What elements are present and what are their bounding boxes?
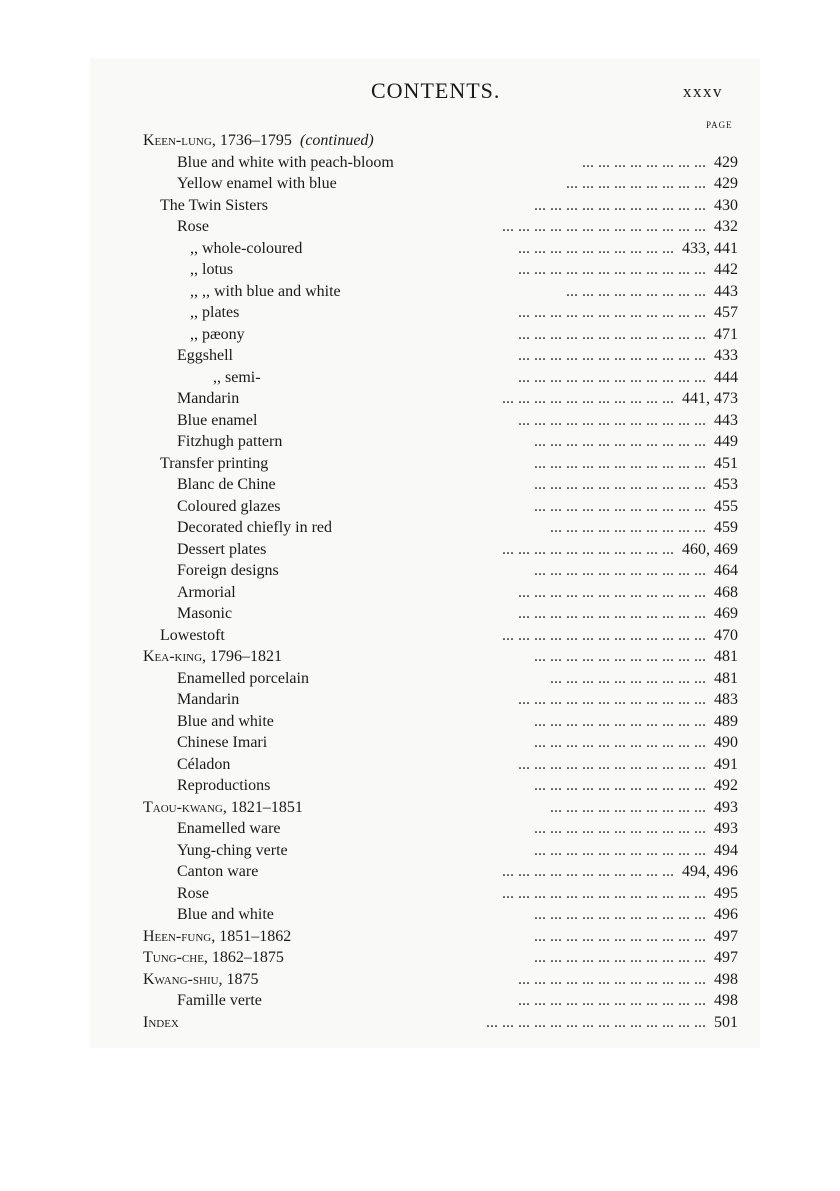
toc-entry-page: 491 — [714, 755, 738, 773]
toc-entry-label: Chinese Imari — [177, 734, 268, 751]
toc-entry — [0, 797, 840, 819]
toc-entry-label: Yung-ching verte — [177, 841, 288, 859]
toc-entry-label: Reproductions — [177, 777, 271, 794]
toc-entry — [0, 453, 840, 475]
toc-entry-page: 442 — [714, 261, 738, 278]
toc-entry — [0, 969, 840, 991]
leader-dots: ... ... ... ... ... ... ... ... ... ... ... ... — [518, 691, 706, 708]
toc-entry-label: Famille verte — [177, 992, 262, 1009]
leader-dots: ... ... ... ... ... ... ... ... ... ... ... — [534, 734, 706, 751]
toc-entry-page: 457 — [714, 304, 738, 321]
toc-entry-page: 481 — [714, 648, 738, 665]
toc-entry-page: 493 — [714, 820, 738, 837]
toc-entry — [0, 1012, 840, 1034]
toc-entry-label: Masonic — [177, 605, 233, 622]
leader-dots: ... ... ... ... ... ... ... ... ... ... ... — [534, 777, 706, 794]
toc-entry-label: Enamelled ware — [177, 820, 281, 837]
toc-entry — [0, 474, 840, 496]
toc-entry-label: The Twin Sisters — [160, 196, 268, 214]
toc-entry-page: 493 — [714, 798, 738, 816]
toc-entry — [0, 840, 840, 862]
toc-entry-page: 469 — [714, 605, 738, 622]
toc-entry-label: Transfer printing — [160, 454, 269, 472]
leader-dots: ... ... ... ... ... ... ... ... ... ... — [550, 798, 706, 816]
toc-entry-label: Blue and white — [177, 712, 274, 730]
page-number: xxxv — [683, 82, 723, 101]
toc-entry-label: Foreign designs — [177, 562, 279, 579]
toc-entry-label: Blanc de Chine — [177, 476, 276, 493]
toc-entry-label: ,, whole-coloured — [190, 239, 303, 257]
leader-dots: ... ... ... ... ... ... ... ... — [582, 153, 706, 171]
leader-dots: ... ... ... ... ... ... ... ... ... ... ... — [534, 927, 706, 945]
toc-entry-page: 498 — [714, 970, 738, 988]
leader-dots: ... ... ... ... ... ... ... ... ... ... ... ... — [518, 755, 706, 773]
toc-entry — [0, 281, 840, 303]
toc-entry-label: Rose — [177, 884, 209, 902]
toc-entry-label: Coloured glazes — [177, 497, 281, 515]
toc-entry-page: 453 — [714, 476, 738, 493]
toc-entry-page: 444 — [714, 368, 738, 386]
leader-dots: ... ... ... ... ... ... ... ... ... ... ... — [534, 454, 706, 472]
leader-dots: ... ... ... ... ... ... ... ... ... ... ... — [502, 540, 674, 558]
toc-entry-label: Index — [143, 1013, 179, 1031]
leader-dots: ... ... ... ... ... ... ... ... ... ... ... ... — [518, 325, 706, 343]
toc-entry — [0, 302, 840, 324]
leader-dots: ... ... ... ... ... ... ... ... ... ... ... ... — [518, 970, 706, 988]
toc-entry-page: 495 — [714, 884, 738, 902]
toc-entry-label: Canton ware — [177, 863, 259, 880]
page-title: CONTENTS. — [371, 78, 501, 103]
toc-entry — [0, 388, 840, 410]
toc-entry — [0, 947, 840, 969]
toc-entry-label: Lowestoft — [160, 626, 225, 644]
toc-entry — [0, 754, 840, 776]
toc-entry-page: 494 — [714, 841, 738, 859]
table-of-contents — [0, 130, 840, 1033]
toc-entry-page: 497 — [714, 949, 738, 966]
toc-entry-page: 432 — [714, 218, 738, 235]
toc-entry-label: Keen-lung, 1736–1795 — [143, 132, 292, 149]
toc-entry-label: Blue enamel — [177, 411, 258, 429]
toc-entry-page: 498 — [714, 992, 738, 1009]
toc-entry — [0, 625, 840, 647]
toc-entry-page: 471 — [714, 325, 738, 343]
toc-entry — [0, 152, 840, 174]
toc-entry — [0, 560, 840, 582]
toc-entry-page: 489 — [714, 712, 738, 730]
toc-entry — [0, 259, 840, 281]
toc-entry-label: Enamelled porcelain — [177, 669, 309, 687]
leader-dots: ... ... ... ... ... ... ... ... ... ... — [518, 239, 674, 257]
toc-entry — [0, 582, 840, 604]
leader-dots: ... ... ... ... ... ... ... ... ... ... ... ... — [518, 261, 706, 278]
leader-dots: ... ... ... ... ... ... ... ... ... ... ... — [534, 949, 706, 966]
toc-entry-page: 455 — [714, 497, 738, 515]
leader-dots: ... ... ... ... ... ... ... ... ... ... ... — [534, 841, 706, 859]
toc-entry — [0, 926, 840, 948]
toc-entry-label: Céladon — [177, 755, 231, 773]
leader-dots: ... ... ... ... ... ... ... ... ... ... ... ... — [518, 992, 706, 1009]
leader-dots: ... ... ... ... ... ... ... ... ... ... ... — [534, 497, 706, 515]
toc-entry-label: Yellow enamel with blue — [177, 175, 337, 192]
leader-dots: ... ... ... ... ... ... ... ... ... ... ... — [534, 562, 706, 579]
leader-dots: ... ... ... ... ... ... ... ... ... ... ... — [534, 648, 706, 665]
leader-dots: ... ... ... ... ... ... ... ... ... ... ... ... — [518, 347, 706, 364]
toc-entry-page: 451 — [714, 454, 738, 472]
toc-entry-page: 443 — [714, 282, 738, 300]
toc-entry-page: 459 — [714, 519, 738, 536]
toc-entry-page: 497 — [714, 927, 738, 945]
leader-dots: ... ... ... ... ... ... ... ... ... — [566, 282, 706, 300]
leader-dots: ... ... ... ... ... ... ... ... ... ... ... — [534, 433, 706, 450]
leader-dots: ... ... ... ... ... ... ... ... ... ... ... ... — [518, 304, 706, 321]
toc-entry — [0, 646, 840, 668]
leader-dots: ... ... ... ... ... ... ... ... ... ... ... ... ... ... — [486, 1013, 706, 1031]
page-column-label: PAGE — [706, 120, 733, 130]
toc-entry-page: 483 — [714, 691, 738, 708]
toc-entry-label: ,, ,, with blue and white — [190, 282, 341, 300]
toc-entry — [0, 711, 840, 733]
toc-entry-label: ,, pæony — [190, 325, 245, 343]
toc-entry-label: Mandarin — [177, 390, 240, 407]
toc-entry — [0, 238, 840, 260]
toc-entry-page: 429 — [714, 175, 738, 192]
toc-entry — [0, 668, 840, 690]
toc-entry — [0, 861, 840, 883]
toc-entry-page: 429 — [714, 153, 738, 171]
toc-entry-label: Fitzhugh pattern — [177, 433, 283, 450]
toc-entry-label: Dessert plates — [177, 540, 267, 558]
toc-entry — [0, 775, 840, 797]
leader-dots: ... ... ... ... ... ... ... ... ... ... ... — [502, 863, 674, 880]
toc-entry — [0, 195, 840, 217]
toc-entry-page: 492 — [714, 777, 738, 794]
toc-entry-page: 449 — [714, 433, 738, 450]
leader-dots: ... ... ... ... ... ... ... ... ... ... ... ... ... — [502, 626, 706, 644]
toc-entry-page: 441, 473 — [682, 390, 738, 407]
toc-entry-page: 501 — [714, 1013, 738, 1031]
toc-entry-page: 496 — [714, 906, 738, 923]
toc-entry — [0, 603, 840, 625]
toc-entry-label: Armorial — [177, 583, 236, 601]
leader-dots: ... ... ... ... ... ... ... ... ... ... ... — [502, 390, 674, 407]
toc-entry — [0, 818, 840, 840]
toc-entry-page: 464 — [714, 562, 738, 579]
leader-dots: ... ... ... ... ... ... ... ... ... ... ... ... — [518, 583, 706, 601]
toc-entry-page: 443 — [714, 411, 738, 429]
toc-entry — [0, 496, 840, 518]
toc-entry — [0, 324, 840, 346]
leader-dots: ... ... ... ... ... ... ... ... ... ... ... — [534, 906, 706, 923]
toc-entry-label: Rose — [177, 218, 209, 235]
leader-dots: ... ... ... ... ... ... ... ... ... ... ... — [534, 196, 706, 214]
toc-entry — [0, 216, 840, 238]
toc-entry-label: Tung-che, 1862–1875 — [143, 949, 284, 966]
leader-dots: ... ... ... ... ... ... ... ... ... ... ... ... — [518, 411, 706, 429]
toc-entry — [0, 883, 840, 905]
leader-dots: ... ... ... ... ... ... ... ... ... ... ... ... ... — [502, 884, 706, 902]
toc-entry — [0, 689, 840, 711]
leader-dots: ... ... ... ... ... ... ... ... ... ... ... ... — [518, 605, 706, 622]
toc-entry-page: 433, 441 — [682, 239, 738, 257]
toc-entry-label: Eggshell — [177, 347, 233, 364]
toc-entry — [0, 367, 840, 389]
leader-dots: ... ... ... ... ... ... ... ... ... ... ... ... — [518, 368, 706, 386]
toc-entry — [0, 173, 840, 195]
leader-dots: ... ... ... ... ... ... ... ... ... ... ... — [534, 476, 706, 493]
toc-entry-label: ,, semi- — [213, 368, 261, 386]
toc-entry — [0, 904, 840, 926]
toc-entry-label: Taou-kwang, 1821–1851 — [143, 798, 303, 816]
toc-entry-page: 433 — [714, 347, 738, 364]
toc-entry — [0, 990, 840, 1012]
toc-entry-label: Blue and white with peach-bloom — [177, 153, 394, 171]
toc-entry-page: 460, 469 — [682, 540, 738, 558]
toc-entry-label: Heen-fung, 1851–1862 — [143, 927, 292, 945]
toc-entry — [0, 517, 840, 539]
toc-entry-page: 490 — [714, 734, 738, 751]
toc-entry-page: 468 — [714, 583, 738, 601]
toc-entry-label: ,, plates — [190, 304, 240, 321]
toc-entry-label: Kwang-shiu, 1875 — [143, 970, 259, 988]
toc-entry-page: 481 — [714, 669, 738, 687]
toc-entry — [0, 732, 840, 754]
toc-entry — [0, 431, 840, 453]
leader-dots: ... ... ... ... ... ... ... ... ... — [566, 175, 706, 192]
toc-entry-suffix: (continued) — [300, 132, 374, 149]
toc-entry-page: 430 — [714, 196, 738, 214]
leader-dots: ... ... ... ... ... ... ... ... ... ... ... — [534, 820, 706, 837]
toc-entry-page: 494, 496 — [682, 863, 738, 880]
toc-entry-label: Decorated chiefly in red — [177, 519, 333, 536]
toc-entry-label: Blue and white — [177, 906, 274, 923]
toc-entry-label: ,, lotus — [190, 261, 234, 278]
toc-entry — [0, 345, 840, 367]
toc-entry — [0, 539, 840, 561]
toc-entry-label: Mandarin — [177, 691, 240, 708]
leader-dots: ... ... ... ... ... ... ... ... ... ... — [550, 519, 706, 536]
leader-dots: ... ... ... ... ... ... ... ... ... ... ... — [534, 712, 706, 730]
leader-dots: ... ... ... ... ... ... ... ... ... ... — [550, 669, 706, 687]
toc-entry-page: 470 — [714, 626, 738, 644]
toc-entry — [0, 130, 840, 152]
leader-dots: ... ... ... ... ... ... ... ... ... ... ... ... ... — [502, 218, 706, 235]
toc-entry-label: Kea-king, 1796–1821 — [143, 648, 283, 665]
toc-entry — [0, 410, 840, 432]
